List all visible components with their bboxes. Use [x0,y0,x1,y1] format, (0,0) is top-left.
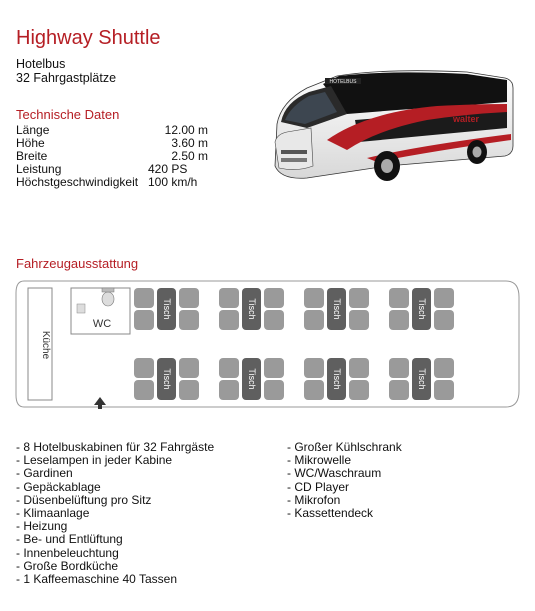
spec-value: 12.00 m [164,123,208,137]
bus-image [267,62,517,192]
list-item: - Innenbeleuchtung [16,545,119,560]
wc-label: WC [92,318,112,330]
spec-label: Breite [16,149,48,163]
list-item: - WC/Waschraum [287,466,382,481]
list-item: - Düsenbelüftung pro Sitz [16,492,152,507]
sink-icon [77,304,85,313]
equipment-heading: Fahrzeugausstattung [16,256,139,271]
list-item: - Kassettendeck [287,506,374,521]
list-item: - Heizung [16,519,68,534]
table-label: Tisch [332,368,342,390]
list-item: - Mikrofon [287,492,341,507]
toilet-icon [102,292,114,306]
list-item: - Große Bordküche [16,558,119,573]
tech-heading: Technische Daten [16,107,120,122]
list-item: - Leselampen in jeder Kabine [16,453,173,468]
list-item: - Gepäckablage [16,479,101,494]
list-item: - Großer Kühlschrank [287,440,402,454]
bus-destination-sign: HOTELBUS [329,79,357,85]
spec-value: 100 km/h [148,175,198,189]
page-title: Highway Shuttle [16,27,161,49]
bus-brand-logo: walter [453,114,480,124]
spec-value: 2.50 m [171,149,208,163]
spec-value: 420 PS [148,162,188,176]
table-label: Tisch [247,298,257,320]
kitchen-label: Küche [40,330,51,360]
seat-count: 32 Fahrgastplätze [16,71,117,85]
list-item: - CD Player [287,479,350,494]
list-item: - Be- und Entlüftung [16,532,123,547]
list-item: - Mikrowelle [287,453,352,468]
equipment-list-right [287,441,402,520]
table-label: Tisch [247,368,257,390]
equipment-list-left [16,441,214,586]
vehicle-type: Hotelbus [16,57,66,71]
spec-value: 3.60 m [171,136,208,150]
table-label: Tisch [162,368,172,390]
table-label: Tisch [417,298,427,320]
list-item: - 8 Hotelbuskabinen für 32 Fahrgäste [16,440,215,454]
spec-label: Länge [16,123,50,137]
spec-label: Höhe [16,136,45,150]
list-item: - Gardinen [16,466,73,481]
table-label: Tisch [162,298,172,320]
spec-label: Leistung [16,162,62,176]
table-label: Tisch [417,368,427,390]
list-item: - Klimaanlage [16,506,90,521]
table-label: Tisch [332,298,342,320]
list-item: - 1 Kaffeemaschine 40 Tassen [16,572,177,587]
spec-label: Höchstgeschwindigkeit [16,175,139,189]
floor-plan [14,279,521,409]
